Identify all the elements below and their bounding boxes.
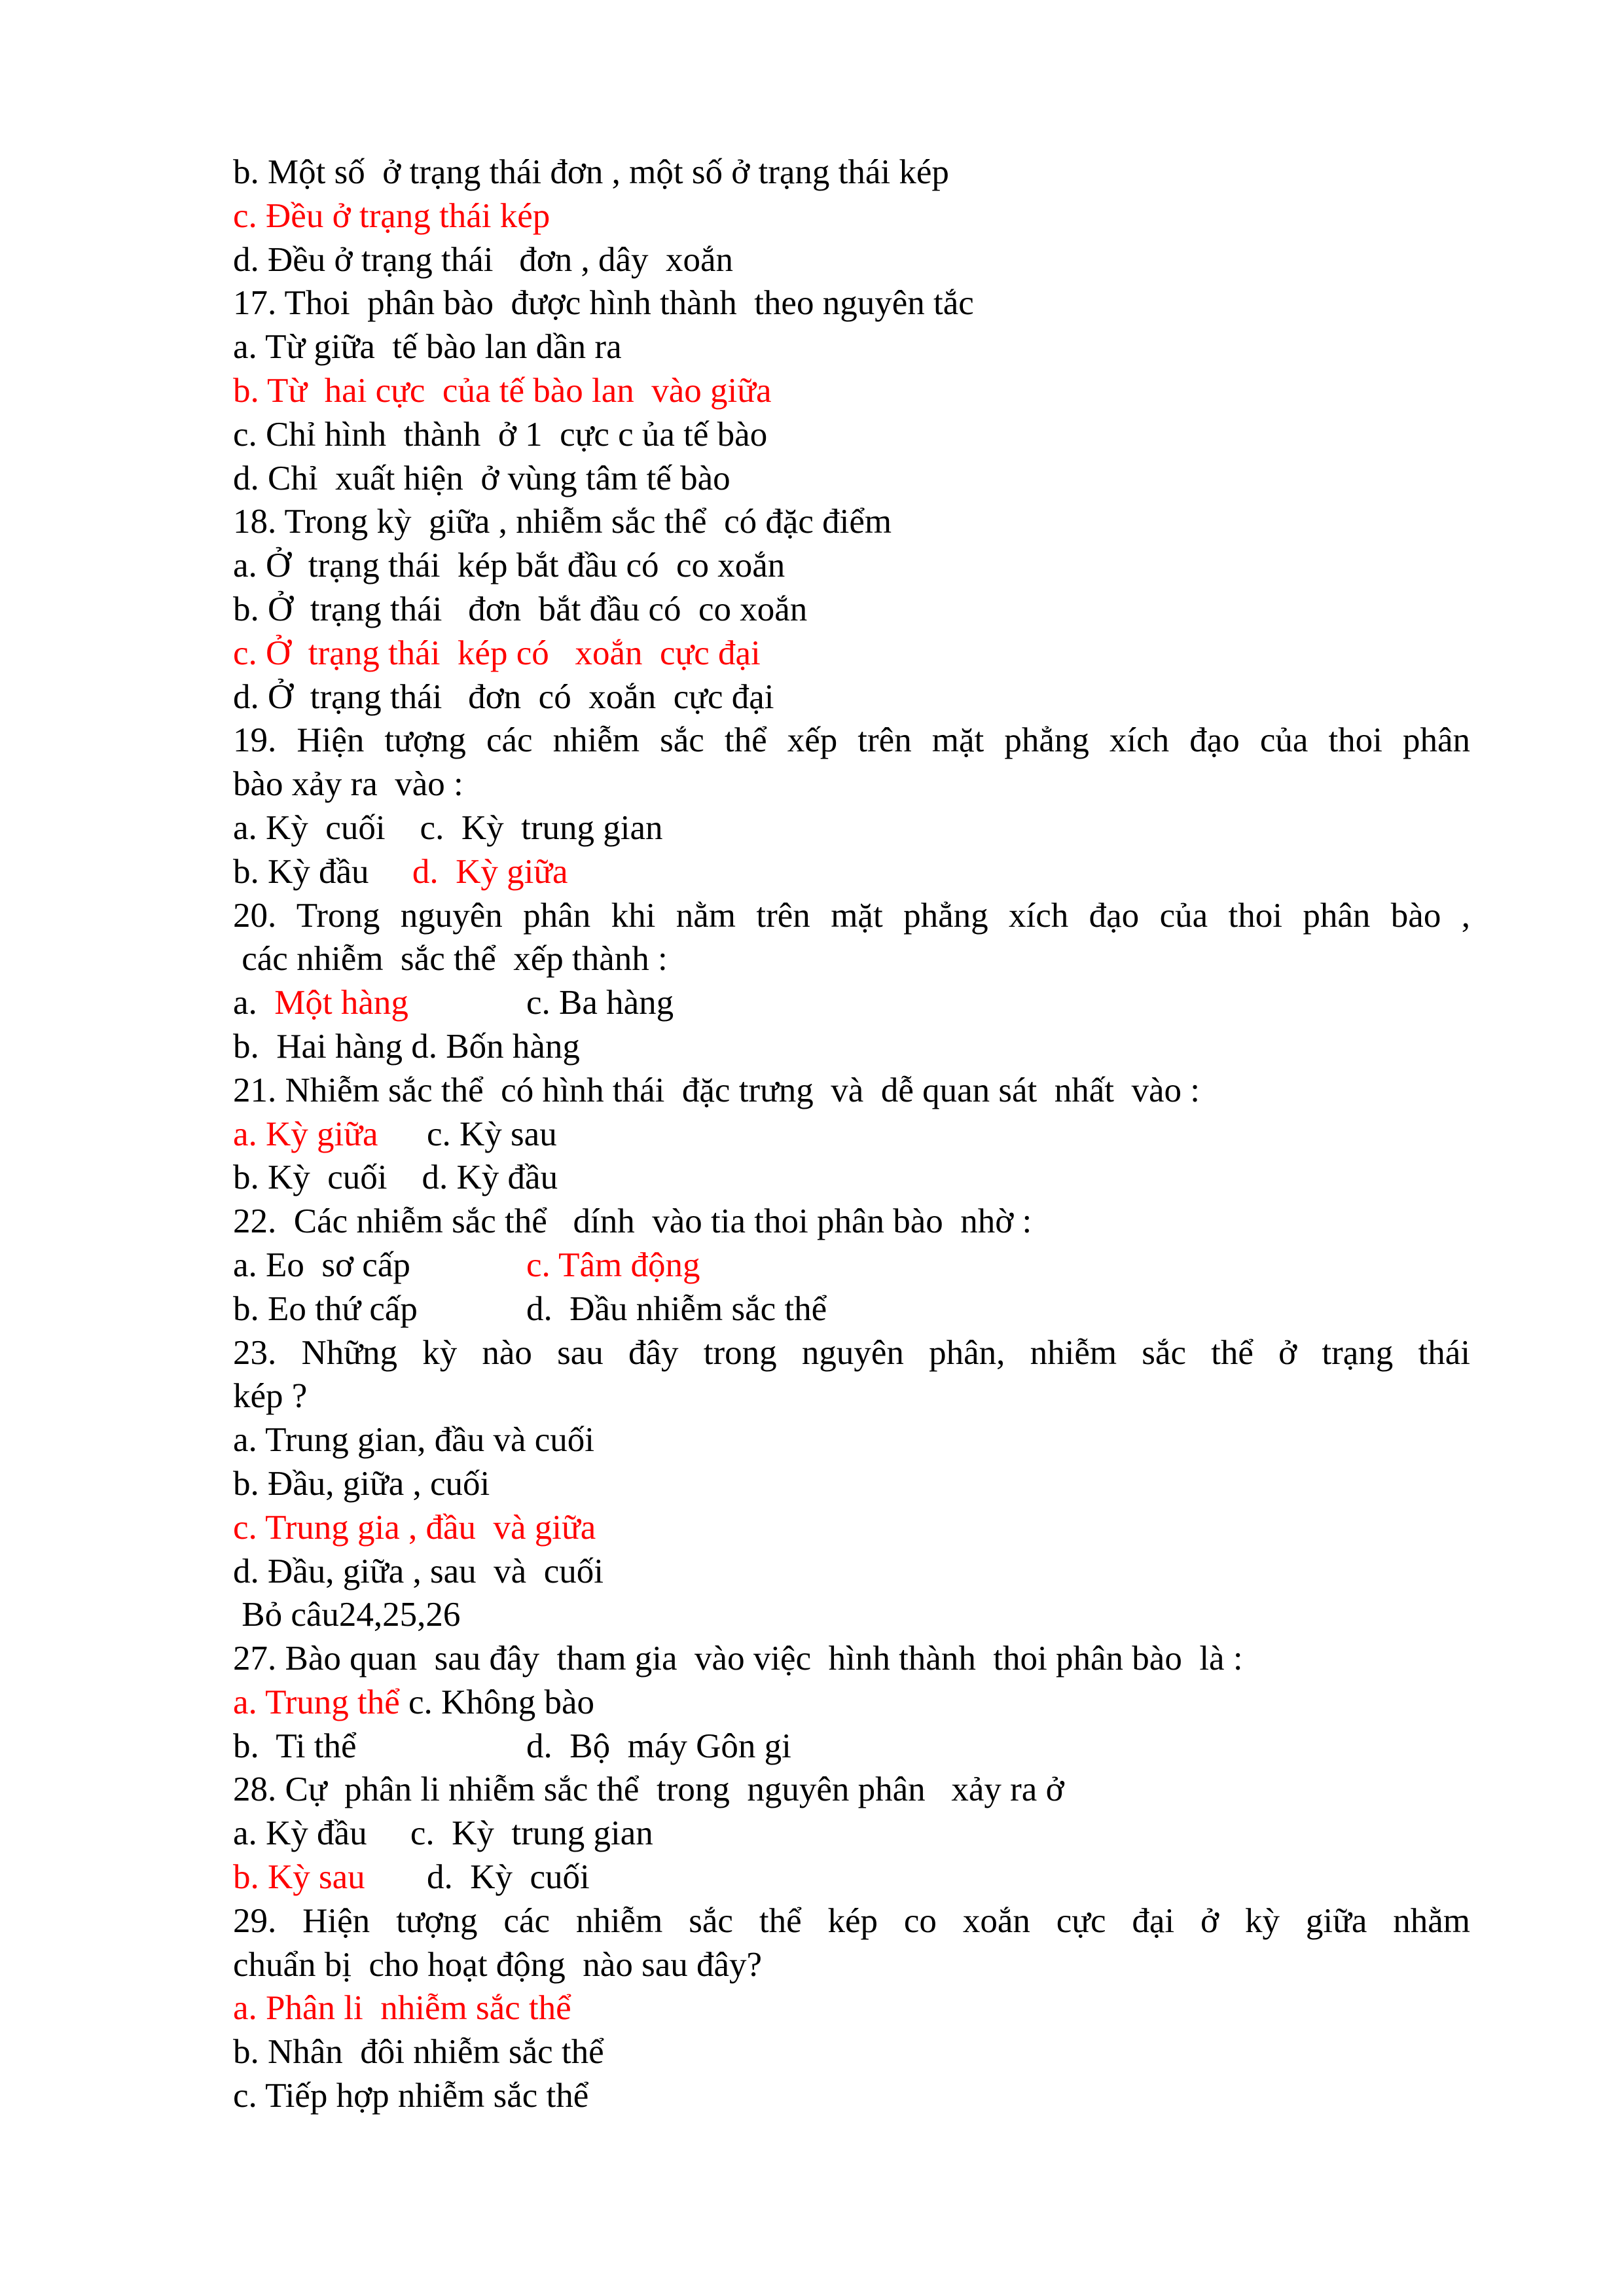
q23-option-b: b. Đầu, giữa , cuối [233,1464,490,1503]
q17-option-d: d. Chỉ xuất hiện ở vùng tâm tế bào [233,459,731,497]
q19-options-b-d [233,850,1470,894]
q23-question-line2: kép ? [233,1377,308,1416]
q19-options-a-c: a. Kỳ cuối c. Kỳ trung gian [233,808,663,847]
q21-options-a-c [233,1113,1470,1157]
q27-option-d: d. Bộ máy Gôn gi [526,1727,791,1765]
q23-option-d: d. Đầu, giữa , sau và cuối [233,1552,604,1590]
q20-options-b-d: b. Hai hàng d. Bốn hàng [233,1027,580,1066]
q21-option-a-answer: a. Kỳ giữa [233,1115,378,1153]
q18-option-a: a. Ở trạng thái kép bắt đầu có co xoắn [233,547,785,585]
q28-options-b-d [233,1856,1470,1899]
q21-options-b-d: b. Kỳ cuối d. Kỳ đầu [233,1158,558,1197]
q21-option-c: c. Kỳ sau [427,1115,557,1153]
q28-options-a-c: a. Kỳ đầu c. Kỳ trung gian [233,1814,653,1853]
q18-option-c-prefix: c. Ở trạng [233,634,388,672]
q29-question-line2: chuẩn bị cho hoạt động nào sau đây? [233,1945,763,1984]
q29-question-line1: 29. Hiện tượng các nhiễm sắc thể kép co xoắn cực đại ở kỳ giữa nhằm [233,1901,1470,1940]
q27-question: 27. Bào quan sau đây tham gia vào việc hình thành thoi phân bào là : [233,1640,1243,1678]
q19-option-b: b. Kỳ đầu [233,852,412,891]
q20-question-line2: các nhiễm sắc thể xếp thành : [233,940,668,978]
q20-option-a-label: a. [233,984,275,1022]
q19-question-line2: bào xảy ra vào : [233,765,463,804]
q29-option-b: b. Nhân đôi nhiễm sắc thể [233,2033,604,2072]
q23-option-c-answer: c. Trung gia , đầu và giữa [233,1508,596,1547]
q18-option-d: d. Ở trạng thái đơn có xoắn cực đại [233,677,774,716]
q20-option-c: c. Ba hàng [526,984,674,1022]
q22-option-c-answer: c. Tâm động [526,1246,700,1284]
skip-note: Bỏ câu24,25,26 [233,1596,461,1634]
q23-question-line1: 23. Những kỳ nào sau đây trong nguyên phân, nhiễm sắc thể ở trạng thái [233,1333,1470,1372]
q20-options-a-c [233,981,1470,1025]
q29-option-c: c. Tiếp hợp nhiễm sắc thể [233,2077,589,2115]
q18-option-c-text: thái kép có xoắn cực đại [388,634,761,672]
q18-question: 18. Trong kỳ giữa , nhiễm sắc thể có đặc điểm [233,503,892,541]
document-page [233,151,1470,2118]
q22-options-a-c [233,1244,1470,1287]
q17-question: 17. Thoi phân bào được hình thành theo nguyên tắc [233,284,974,323]
q28-option-d: d. Kỳ cuối [427,1858,590,1897]
q27-option-b: b. Ti thể [233,1727,357,1765]
q22-options-b-d [233,1287,1470,1331]
q22-option-a: a. Eo sơ cấp [233,1246,410,1284]
q20-option-a-answer: Một hàng [274,984,408,1022]
q19-question-line1: 19. Hiện tượng các nhiễm sắc thể xếp trên mặt phẳng xích đạo của thoi phân [233,721,1470,760]
q19-option-d-answer: d. Kỳ giữa [412,852,568,891]
q16-option-c-answer: c. Đều ở trạng thái kép [233,196,550,235]
q16-option-b: b. Một số ở trạng thái đơn , một số ở trạng thái kép [233,153,949,191]
q22-option-b: b. Eo thứ cấp [233,1289,418,1328]
q27-option-a-answer: a. Trung thể [233,1683,400,1721]
q20-question-line1: 20. Trong nguyên phân khi nằm trên mặt phẳng xích đạo của thoi phân bào , [233,896,1470,935]
q28-option-b-answer: b. Kỳ sau [233,1858,365,1897]
q27-options-b-d [233,1725,1470,1768]
q28-question: 28. Cự phân li nhiễm sắc thể trong nguyên phân xảy ra ở [233,1770,1064,1809]
q17-option-b-answer: b. Từ hai cực của tế bào lan vào giữa [233,371,772,410]
q18-option-b: b. Ở trạng thái đơn bắt đầu có co xoắn [233,590,808,628]
q18-option-c-answer [233,632,1470,675]
q27-option-c: c. Không bào [399,1683,595,1721]
q29-option-a-answer: a. Phân li nhiễm sắc thể [233,1989,571,2028]
q23-option-a: a. Trung gian, đầu và cuối [233,1421,595,1460]
q27-options-a-c [233,1681,1470,1725]
q22-question: 22. Các nhiễm sắc thể dính vào tia thoi phân bào nhờ : [233,1202,1032,1241]
q22-option-d: d. Đầu nhiễm sắc thể [526,1289,827,1328]
q17-option-c: c. Chỉ hình thành ở 1 cực c ủa tế bào [233,415,768,454]
q16-option-d: d. Đều ở trạng thái đơn , dây xoắn [233,240,734,279]
q17-option-a: a. Từ giữa tế bào lan dần ra [233,328,622,367]
q21-question: 21. Nhiễm sắc thể có hình thái đặc trưng và dễ quan sát nhất vào : [233,1071,1200,1109]
